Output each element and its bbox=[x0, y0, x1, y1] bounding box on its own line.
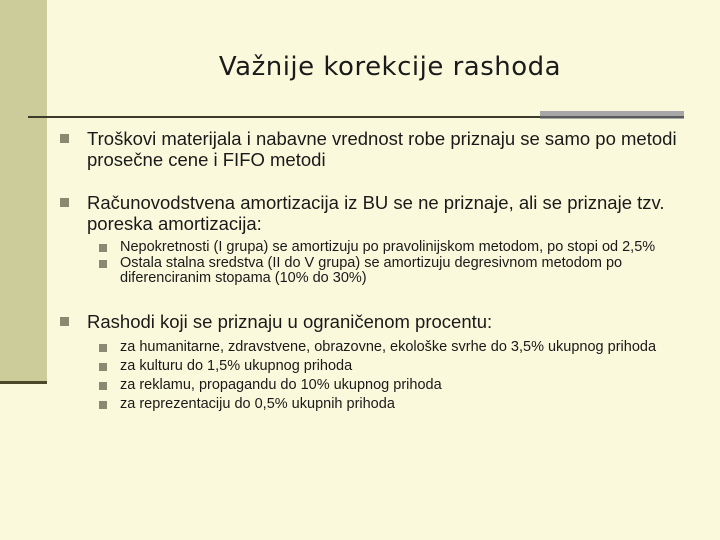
bullet-item bbox=[60, 128, 700, 170]
bullet-item bbox=[60, 311, 700, 332]
square-bullet-icon bbox=[99, 363, 107, 371]
sub-bullet-text: za reklamu, propagandu do 10% ukupnog prihoda bbox=[120, 377, 442, 393]
sub-bullet-text: za kulturu do 1,5% ukupnog prihoda bbox=[120, 358, 353, 374]
square-bullet-icon bbox=[99, 401, 107, 409]
sub-bullet-item bbox=[87, 340, 700, 355]
sub-bullet-item bbox=[87, 256, 700, 286]
sub-bullet-list bbox=[60, 240, 700, 286]
sub-bullet-item bbox=[87, 378, 700, 393]
sub-bullet-item bbox=[87, 397, 700, 412]
square-bullet-icon bbox=[99, 382, 107, 390]
square-bullet-icon bbox=[60, 317, 69, 326]
sub-bullet-item bbox=[87, 240, 700, 255]
sub-bullet-list bbox=[60, 340, 700, 412]
sub-bullet-text: Ostala stalna sredstva (II do V grupa) se amortizuju degresivnom metodom po diferenciranim stopama (10% do 30%) bbox=[120, 255, 623, 286]
slide-content bbox=[60, 128, 700, 412]
square-bullet-icon bbox=[99, 260, 107, 268]
title-underline-accent-line bbox=[540, 116, 684, 118]
band-divider bbox=[0, 381, 47, 384]
bullet-text: Rashodi koji se priznaju u ograničenom procentu: bbox=[87, 311, 493, 332]
square-bullet-icon bbox=[60, 198, 69, 207]
title-underline bbox=[28, 116, 540, 118]
square-bullet-icon bbox=[99, 344, 107, 352]
bullet-text: Računovodstvena amortizacija iz BU se ne priznaje, ali se priznaje tzv. poreska amortizacija: bbox=[87, 192, 665, 234]
square-bullet-icon bbox=[60, 134, 69, 143]
bullet-text: Troškovi materijala i nabavne vrednost robe priznaju se samo po metodi prosečne cene i FIFO metodi bbox=[87, 128, 677, 170]
sub-bullet-item bbox=[87, 359, 700, 374]
bullet-item bbox=[60, 192, 700, 234]
sub-bullet-text: Nepokretnosti (I grupa) se amortizuju po pravolinijskom metodom, po stopi od 2,5% bbox=[120, 239, 656, 255]
sub-bullet-text: za humanitarne, zdravstvene, obrazovne, ekološke svrhe do 3,5% ukupnog prihoda bbox=[120, 339, 657, 355]
left-band-lower bbox=[0, 384, 47, 540]
sub-bullet-text: za reprezentaciju do 0,5% ukupnih prihoda bbox=[120, 396, 395, 412]
square-bullet-icon bbox=[99, 244, 107, 252]
slide-title: Važnije korekcije rashoda bbox=[218, 52, 562, 82]
